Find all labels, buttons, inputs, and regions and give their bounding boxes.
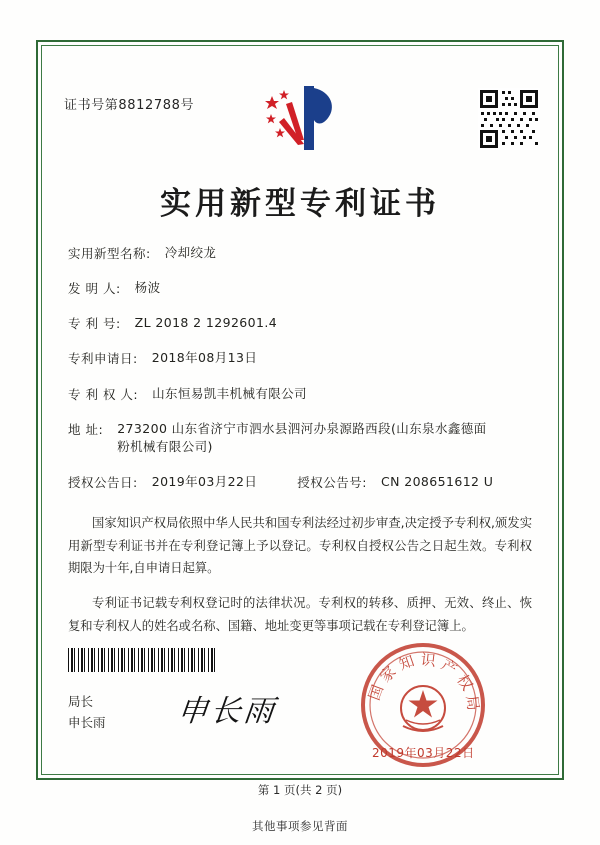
- handwritten-signature: 申长雨: [175, 694, 279, 729]
- field-value-application-date: 2018年08月13日: [151, 350, 258, 366]
- field-value-inventor: 杨波: [134, 280, 161, 296]
- patent-office-logo-icon: [258, 82, 344, 154]
- field-label-address: 地 址:: [68, 421, 104, 437]
- signature-title: 局长: [68, 694, 94, 709]
- field-list: [68, 244, 538, 508]
- field-value-name: 冷却绞龙: [164, 245, 217, 260]
- field-row-address: [68, 420, 538, 456]
- grant-number-group: [297, 473, 493, 491]
- field-value-grant-date: 2019年03月22日: [151, 473, 258, 489]
- field-row-name: [68, 244, 538, 262]
- field-row-grant: [68, 473, 538, 491]
- field-label-inventor: 发 明 人:: [68, 281, 121, 297]
- field-value-address: 273200 山东省济宁市泗水县泗河办泉源路西段(山东泉水鑫德面粉机械有限公司): [117, 420, 487, 454]
- body-text: [68, 512, 532, 650]
- corner-ornament-top-right: [538, 40, 564, 66]
- field-label-name: 实用新型名称:: [68, 246, 151, 261]
- certificate-number: 证书号第8812788号: [64, 98, 195, 113]
- field-label-patent-number: 专 利 号:: [68, 316, 121, 332]
- signature-label: [68, 692, 106, 733]
- corner-ornament-bottom-right: [538, 754, 564, 780]
- field-value-patentee: 山东恒易凯丰机械有限公司: [152, 385, 307, 401]
- seal-date: 2019年03月22日: [372, 746, 475, 760]
- field-value-patent-number: ZL 2018 2 1292601.4: [134, 315, 278, 331]
- grant-date-group: [68, 473, 257, 491]
- body-paragraph-1: 国家知识产权局依照中华人民共和国专利法经过初步审查,决定授予专利权,颁发实用新型专利证书并在专利登记簿上予以登记。专利权自授权公告之日起生效。专利权期限为十年,自申请日起算。: [68, 516, 532, 576]
- page-title: 实用新型专利证书: [160, 186, 440, 222]
- field-value-grant-number: CN 208651612 U: [380, 473, 494, 489]
- field-row-application-date: [68, 349, 538, 367]
- field-row-patentee: [68, 385, 538, 403]
- field-label-application-date: 专利申请日:: [68, 351, 138, 367]
- signature-name: 申长雨: [68, 714, 106, 730]
- corner-ornament-bottom-left: [36, 754, 62, 780]
- footer-note: 其他事项参见背面: [252, 819, 348, 833]
- barcode-icon: [68, 648, 218, 672]
- body-paragraph-2: 专利证书记载专利权登记时的法律状况。专利权的转移、质押、无效、终止、恢复和专利权人的姓名或名称、国籍、地址变更等事项记载在专利登记簿上。: [68, 596, 532, 633]
- svg-text:国 家 知 识 产 权 局: 国 家 知 识 产 权 局: [365, 650, 483, 712]
- field-label-grant-number: 授权公告号:: [297, 474, 367, 490]
- page-count: 第 1 页(共 2 页): [257, 783, 343, 797]
- qr-code-icon: [478, 88, 540, 150]
- field-row-inventor: [68, 279, 538, 297]
- corner-ornament-top-left: [36, 40, 62, 66]
- field-label-grant-date: 授权公告日:: [68, 474, 138, 490]
- field-label-patentee: 专 利 权 人:: [68, 386, 139, 402]
- field-row-patent-number: [68, 314, 538, 332]
